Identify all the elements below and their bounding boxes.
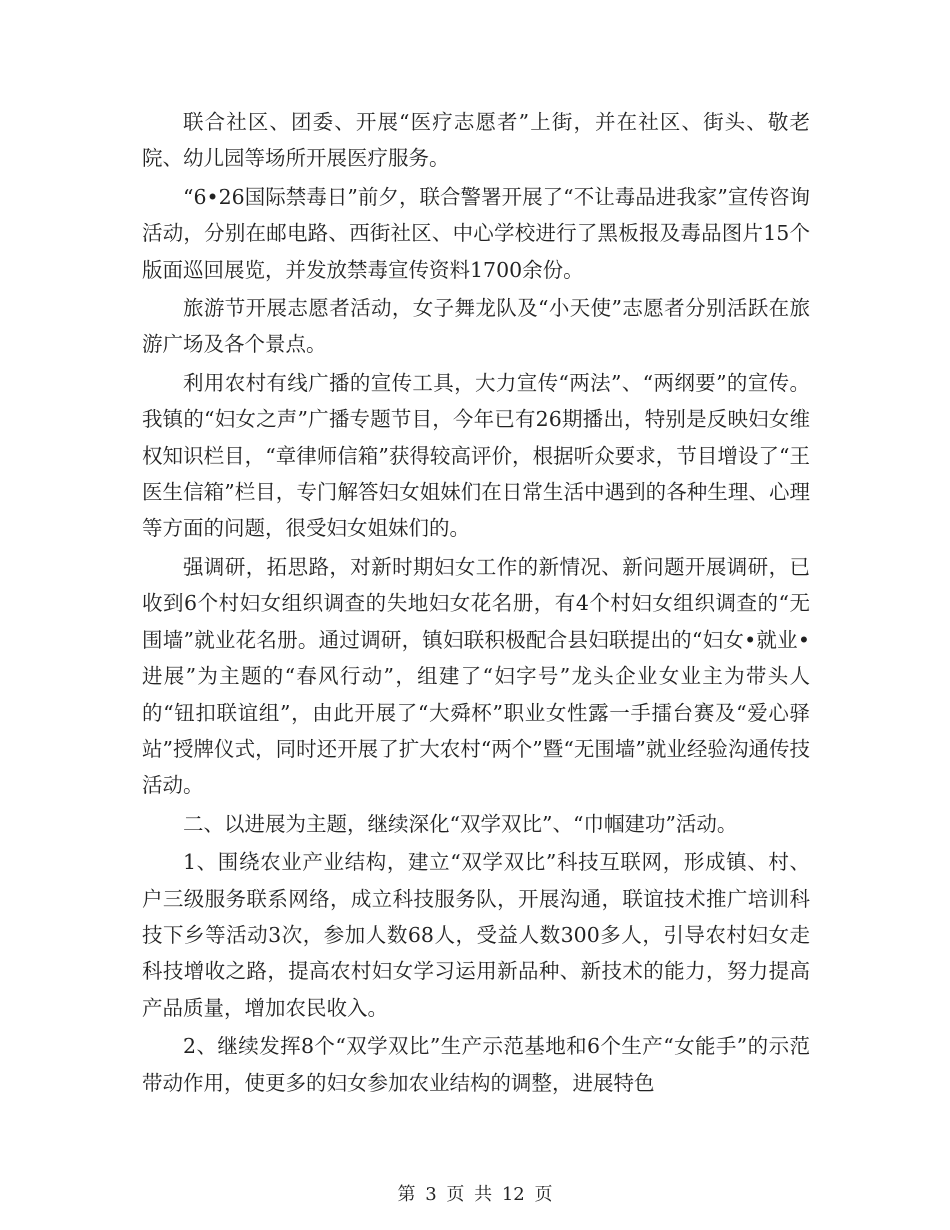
paragraph-3: 旅游节开展志愿者活动，女子舞龙队及“小天使”志愿者分别活跃在旅游广场及各个景点。 (142, 296, 810, 357)
paragraph-item-2: 2、继续发挥8个“双学双比”生产示范基地和6个生产“女能手”的示范带动作用，使更多的妇女参加农业结构的调整，进展特色 (142, 1034, 810, 1095)
paragraph-4: 利用农村有线广播的宣传工具，大力宣传“两法”、“两纲要”的宣传。我镇的“妇女之声”广播专题节目，今年已有26期播出，特别是反映妇女维权知识栏目，“章律师信箱”获得较高评价，根据听众要求，节目增设了“王医生信箱”栏目，专门解答妇女姐妹们在日常生活中遇到的各种生理、心理等方面的问题，很受妇女姐妹们的。 (142, 370, 810, 541)
paragraph-1: 联合社区、团委、开展“医疗志愿者”上街，并在社区、街头、敬老院、幼儿园等场所开展医疗服务。 (142, 110, 810, 171)
paragraph-2: “6•26国际禁毒日”前夕，联合警署开展了“不让毒品进我家”宣传咨询活动，分别在邮电路、西街社区、中心学校进行了黑板报及毒品图片15个版面巡回展览，并发放禁毒宣传资料1700余份。 (142, 184, 810, 282)
section-heading-2: 二、以进展为主题，继续深化“双学双比”、“巾帼建功”活动。 (183, 811, 738, 836)
page-footer: 第 3 页 共 12 页 (397, 1184, 553, 1205)
document-body (142, 104, 810, 1101)
paragraph-item-1: 1、围绕农业产业结构，建立“双学双比”科技互联网，形成镇、村、户三级服务联系网络，成立科技服务队，开展沟通，联谊技术推广培训科技下乡等活动3次，参加人数68人，受益人数300多人，引导农村妇女走科技增收之路，提高农村妇女学习运用新品种、新技术的能力，努力提高产品质量，增加农民收入。 (142, 850, 810, 1020)
paragraph-5: 强调研，拓思路，对新时期妇女工作的新情况、新问题开展调研，已收到6个村妇女组织调查的失地妇女花名册，有4个村妇女组织调查的“无围墙”就业花名册。通过调研，镇妇联积极配合县妇联提出的“妇女•就业•进展”为主题的“春风行动”，组建了“妇字号”龙头企业女业主为带头人的“钮扣联谊组”，由此开展了“大舜杯”职业女性露一手擂台赛及“爱心驿站”授牌仪式，同时还开展了扩大农村“两个”暨“无围墙”就业经验沟通传技活动。 (142, 554, 810, 798)
